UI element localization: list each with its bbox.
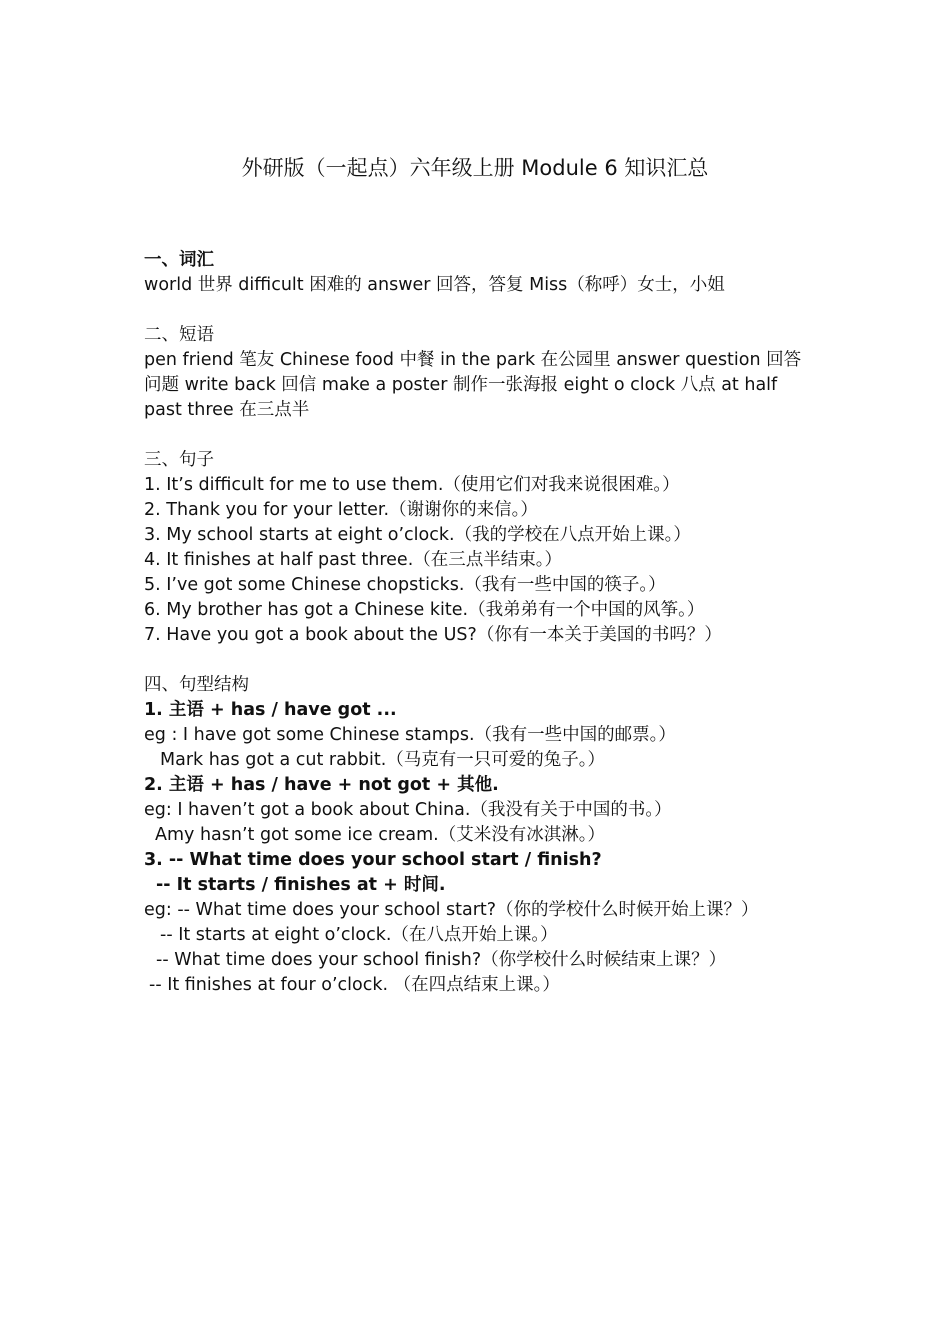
phrases-heading: 二、短语 <box>144 325 214 345</box>
pattern-1-rule: 1. 主语 + has / have got ... <box>144 700 397 720</box>
spacer <box>144 298 814 323</box>
sentences-heading: 三、句子 <box>144 450 214 470</box>
document-body <box>144 248 814 998</box>
spacer <box>144 648 814 673</box>
pattern-3-example: -- It finishes at four o’clock. （在四点结束上课。） <box>149 975 560 995</box>
sentence-item: 2. Thank you for your letter.（谢谢你的来信。） <box>144 500 538 520</box>
sentence-item: 1. It’s difficult for me to use them.（使用它们对我来说很困难。） <box>144 475 680 495</box>
sentence-item: 7. Have you got a book about the US?（你有一本关于美国的书吗？） <box>144 625 722 645</box>
phrases-text: pen friend 笔友 Chinese food 中餐 in the park 在公园里 answer question 回答问题 write back 回信 make a poster 制作一张海报 eight o clock 八点 at half past three 在三点半 <box>144 350 802 420</box>
spacer <box>144 423 814 448</box>
patterns-heading: 四、句型结构 <box>144 675 249 695</box>
pattern-3-rule: 3. -- What time does your school start / finish? <box>144 850 602 870</box>
pattern-3-rule: -- It starts / finishes at + 时间. <box>156 875 446 895</box>
sentence-item: 4. It finishes at half past three.（在三点半结束。） <box>144 550 563 570</box>
sentence-item: 3. My school starts at eight o’clock.（我的学校在八点开始上课。） <box>144 525 691 545</box>
vocab-heading: 一、词汇 <box>144 250 214 270</box>
pattern-2-rule: 2. 主语 + has / have + not got + 其他. <box>144 775 499 795</box>
vocab-text: world 世界 difficult 困难的 answer 回答，答复 Miss（称呼）女士，小姐 <box>144 275 725 295</box>
sentence-item: 6. My brother has got a Chinese kite.（我弟弟有一个中国的风筝。） <box>144 600 705 620</box>
pattern-3-example: -- It starts at eight o’clock.（在八点开始上课。） <box>160 925 558 945</box>
pattern-1-example: Mark has got a cut rabbit.（马克有一只可爱的兔子。） <box>160 750 606 770</box>
pattern-2-example: Amy hasn’t got some ice cream.（艾米没有冰淇淋。） <box>155 825 605 845</box>
pattern-3-example: -- What time does your school finish?（你学校什么时候结束上课？） <box>156 950 727 970</box>
pattern-3-example: eg: -- What time does your school start?（你的学校什么时候开始上课？） <box>144 900 759 920</box>
pattern-1-example: eg : I have got some Chinese stamps.（我有一些中国的邮票。） <box>144 725 676 745</box>
pattern-2-example: eg: I haven’t got a book about China.（我没有关于中国的书。） <box>144 800 672 820</box>
sentence-item: 5. I’ve got some Chinese chopsticks.（我有一些中国的筷子。） <box>144 575 666 595</box>
page-title: 外研版（一起点）六年级上册 Module 6 知识汇总 <box>241 156 709 180</box>
